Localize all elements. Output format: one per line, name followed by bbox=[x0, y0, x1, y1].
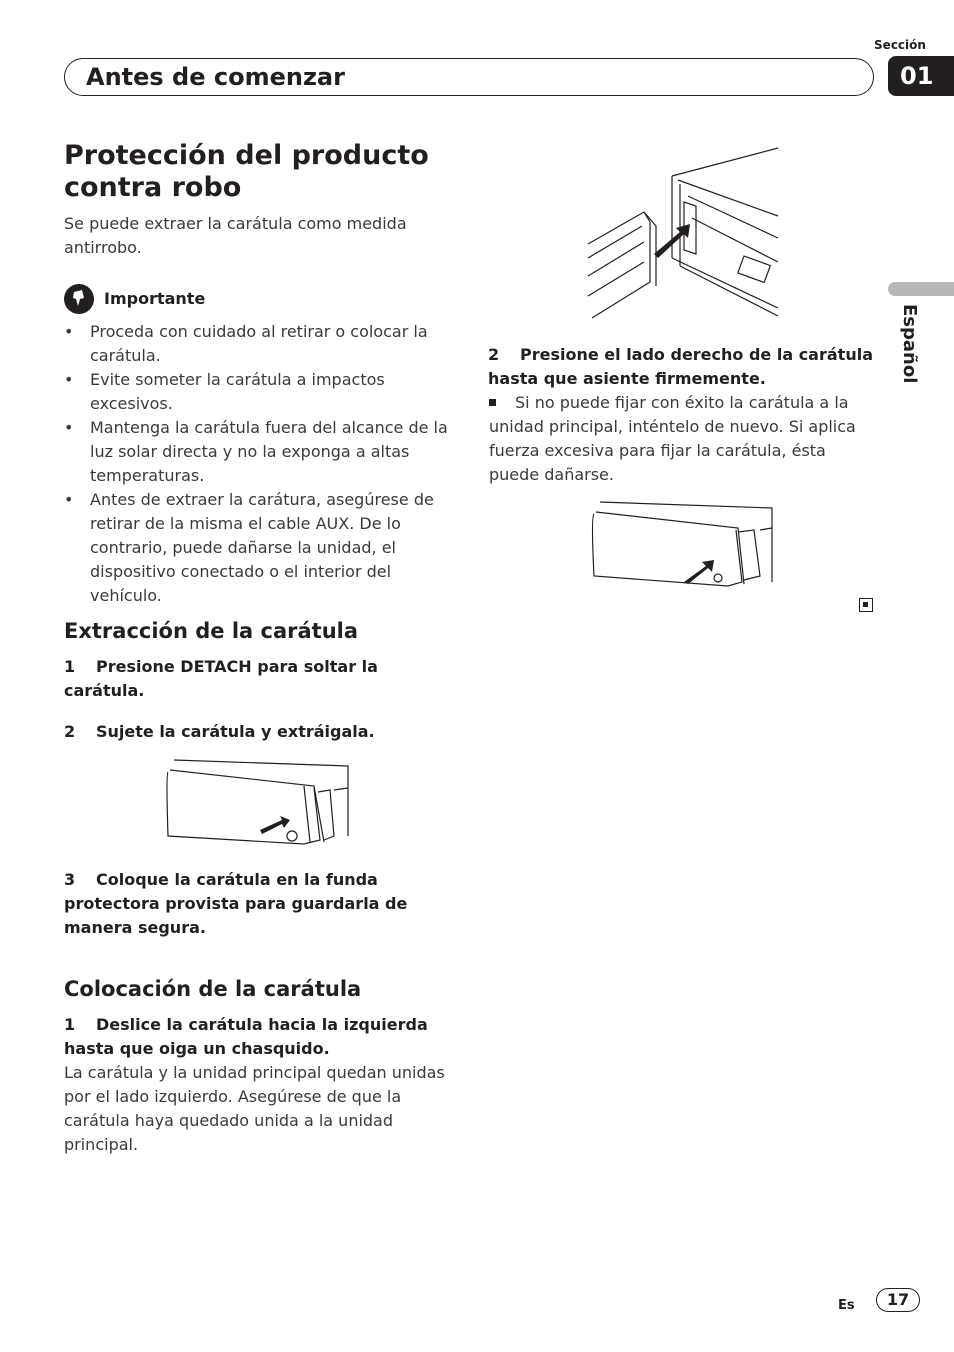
step-text: Coloque la carátula en la funda protectora provista para guardarla de manera segura. bbox=[64, 870, 408, 937]
section-number: 01 bbox=[888, 56, 954, 96]
step-text: Sujete la carátula y extráigala. bbox=[96, 722, 375, 741]
attach-title: Colocación de la carátula bbox=[64, 977, 362, 1001]
step-number: 2 bbox=[488, 345, 500, 364]
section-label: Sección bbox=[874, 38, 926, 52]
header-title: Antes de comenzar bbox=[86, 63, 345, 91]
right-step-2 bbox=[488, 343, 874, 391]
pushpin-icon bbox=[64, 284, 94, 314]
side-language-label: Español bbox=[899, 304, 920, 384]
end-of-section-icon bbox=[859, 598, 873, 612]
main-title: Protección del producto contra robo bbox=[64, 140, 429, 203]
step-text: Deslice la carátula hacia la izquierda hasta que oiga un chasquido. bbox=[64, 1015, 428, 1058]
step-number: 2 bbox=[64, 722, 76, 741]
list-item: • Antes de extraer la carátura, asegúrese de retirar de la misma el cable AUX. De lo contrario, puede dañarse la unidad, el dispositivo conectado o el interior del vehículo. bbox=[64, 488, 452, 608]
list-item: • Mantenga la carátula fuera del alcance de la luz solar directa y no la exponga a altas temperaturas. bbox=[64, 416, 452, 488]
detach-illustration bbox=[164, 756, 354, 846]
language-tab bbox=[888, 282, 954, 296]
intro-text: Se puede extraer la carátula como medida antirrobo. bbox=[64, 214, 407, 257]
attach-step-1-body: La carátula y la unidad principal quedan unidas por el lado izquierdo. Asegúrese de que la carátula haya quedado unida a la unidad principal. bbox=[64, 1063, 445, 1154]
page-number: 17 bbox=[876, 1288, 920, 1312]
removal-step-3 bbox=[64, 868, 446, 940]
step-number: 1 bbox=[64, 657, 76, 676]
list-item: • Evite someter la carátula a impactos excesivos. bbox=[64, 368, 452, 416]
list-item: • Proceda con cuidado al retirar o colocar la carátula. bbox=[64, 320, 452, 368]
press-illustration bbox=[588, 496, 778, 588]
step-text: Presione el lado derecho de la carátula hasta que asiente firmemente. bbox=[488, 345, 873, 388]
note-text: Si no puede fijar con éxito la carátula a la unidad principal, inténtelo de nuevo. Si aplica fuerza excesiva para fijar la carátula, ésta puede dañarse. bbox=[489, 393, 856, 484]
removal-step-2 bbox=[64, 720, 446, 744]
step-number: 3 bbox=[64, 870, 76, 889]
attach-illustration bbox=[584, 146, 782, 324]
step-text: Presione DETACH para soltar la carátula. bbox=[64, 657, 378, 700]
removal-title: Extracción de la carátula bbox=[64, 619, 359, 643]
important-list bbox=[64, 320, 452, 608]
removal-step-1 bbox=[64, 655, 446, 703]
attach-step-1 bbox=[64, 1013, 446, 1061]
important-label: Importante bbox=[104, 289, 206, 308]
step-number: 1 bbox=[64, 1015, 76, 1034]
footer-lang-code: Es bbox=[838, 1298, 855, 1313]
